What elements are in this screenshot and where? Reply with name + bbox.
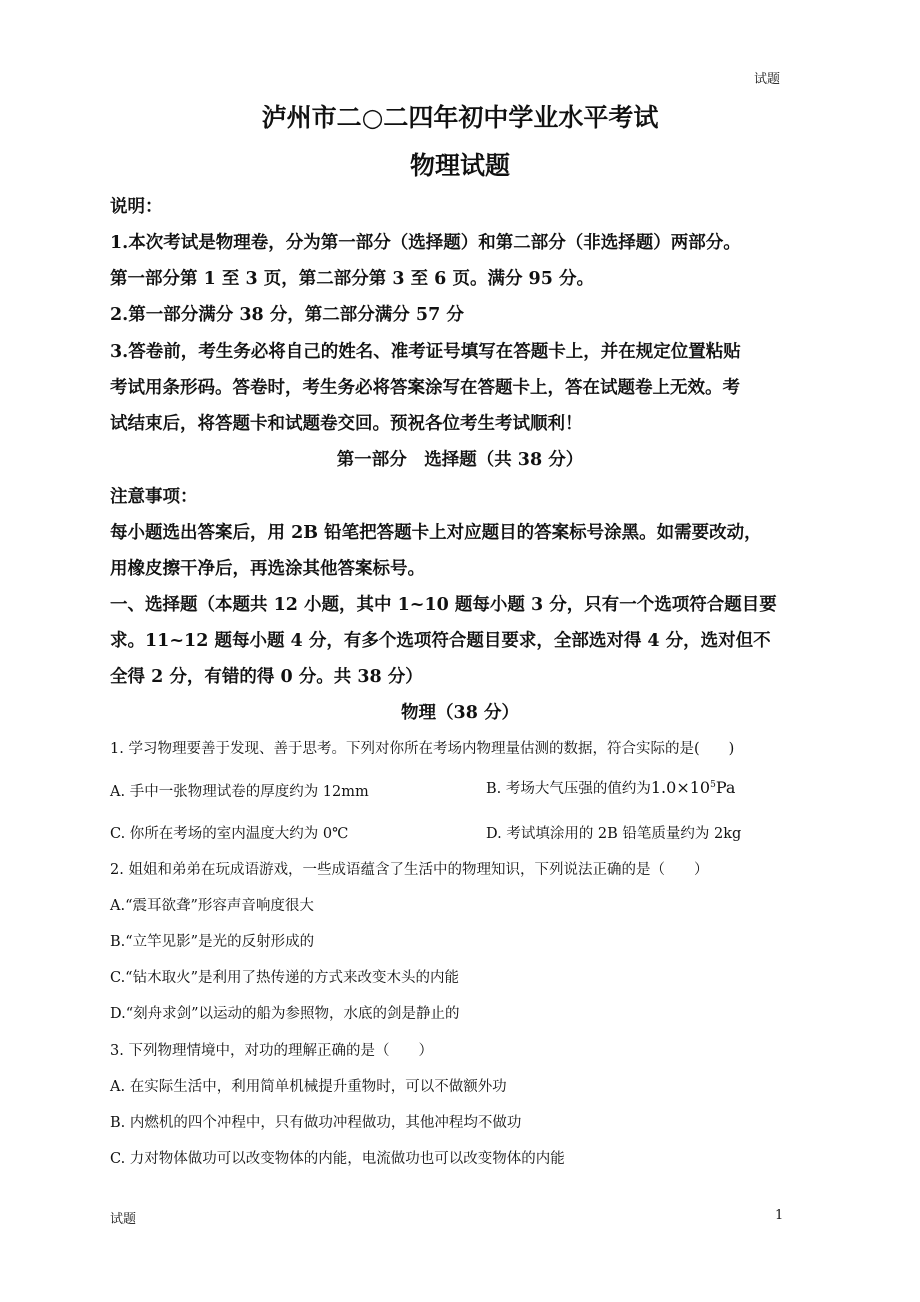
question-3-option-b: B. 内燃机的四个冲程中，只有做功冲程做功，其他冲程均不做功 (110, 1115, 522, 1131)
question-2-option-d: D.“刻舟求剑”以运动的船为参照物，水底的剑是静止的 (110, 1006, 460, 1022)
question-3-option-c: C. 力对物体做功可以改变物体的内能，电流做功也可以改变物体的内能 (110, 1151, 565, 1167)
instructions-line-6: 试结束后，将答题卡和试题卷交回。预祝各位考生考试顺利！ (110, 414, 583, 434)
instructions-line-5: 考试用条形码。答卷时，考生务必将答案涂写在答题卡上，答在试题卷上无效。考 (110, 378, 740, 398)
question-3-option-a: A. 在实际生活中，利用简单机械提升重物时，可以不做额外功 (110, 1079, 507, 1095)
question-1-option-b-unit: Pa (715, 778, 736, 797)
notes-line-2: 用橡皮擦干净后，再选涂其他答案标号。 (110, 559, 425, 579)
section-line-2: 求。11~12 题每小题 4 分，有多个选项符合题目要求，全部选对得 4 分，选对但不 (110, 631, 771, 651)
instructions-line-4: 3.答卷前，考生务必将自己的姓名、准考证号填写在答题卡上，并在规定位置粘贴 (110, 342, 741, 362)
subject-heading: 物理（38 分） (401, 703, 519, 723)
question-1-option-a: A. 手中一张物理试卷的厚度约为 12mm (110, 784, 369, 800)
page-number: 1 (775, 1208, 784, 1223)
question-2-option-a: A.“震耳欲聋”形容声音响度很大 (110, 898, 314, 914)
footer-label: 试题 (110, 1212, 137, 1227)
header-label: 试题 (753, 72, 780, 87)
question-2-stem: 2. 姐姐和弟弟在玩成语游戏，一些成语蕴含了生活中的物理知识，下列说法正确的是（ ） (110, 862, 709, 878)
instructions-line-1: 1.本次考试是物理卷，分为第一部分（选择题）和第二部分（非选择题）两部分。 (110, 233, 741, 253)
instructions-heading: 说明： (110, 197, 163, 217)
question-2-option-c: C.“钻木取火”是利用了热传递的方式来改变木头的内能 (110, 970, 460, 986)
instructions-line-3: 2.第一部分满分 38 分，第二部分满分 57 分 (110, 305, 464, 325)
question-1-option-b (486, 777, 735, 798)
question-1-stem: 1. 学习物理要善于发现、善于思考。下列对你所在考场内物理量估测的数据，符合实际的是( ) (110, 741, 735, 757)
question-1-option-b-base: 1.0×10 (650, 778, 711, 797)
page-subtitle: 物理试题 (409, 151, 510, 180)
question-1-option-b-exp: 5 (710, 780, 716, 791)
question-1-option-d: D. 考试填涂用的 2B 铅笔质量约为 2kg (486, 826, 742, 842)
question-2-option-b: B.“立竿见影”是光的反射形成的 (110, 934, 315, 950)
page-title: 泸州市二○二四年初中学业水平考试 (261, 103, 659, 132)
notes-line-1: 每小题选出答案后，用 2B 铅笔把答题卡上对应题目的答案标号涂黑。如需要改动， (110, 523, 762, 543)
part1-heading: 第一部分 选择题（共 38 分） (336, 450, 584, 470)
section-line-1: 一、选择题（本题共 12 小题，其中 1~10 题每小题 3 分，只有一个选项符合题目要 (110, 595, 777, 615)
question-1-option-c: C. 你所在考场的室内温度大约为 0℃ (110, 826, 349, 842)
notes-heading: 注意事项： (110, 487, 198, 507)
question-3-stem: 3. 下列物理情境中，对功的理解正确的是（ ） (110, 1043, 433, 1059)
section-line-3: 全得 2 分，有错的得 0 分。共 38 分） (110, 667, 423, 687)
question-1-option-b-prefix: B. 考场大气压强的值约为 (486, 781, 651, 797)
instructions-line-2: 第一部分第 1 至 3 页，第二部分第 3 至 6 页。满分 95 分。 (110, 269, 594, 289)
